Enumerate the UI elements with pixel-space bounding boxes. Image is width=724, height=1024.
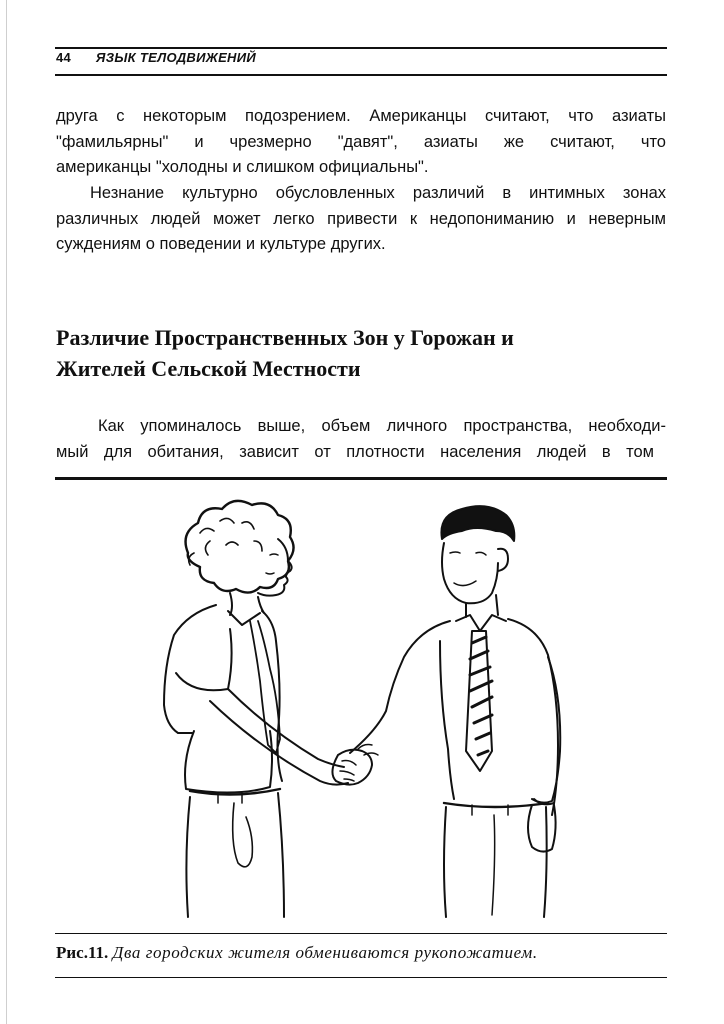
caption-top-rule (55, 933, 667, 934)
text-line: суждениям о поведении и культуре других. (56, 235, 386, 253)
left-man-figure (164, 501, 348, 917)
page-number: 44 (56, 50, 72, 65)
text-line: "фамильярны" и чрезмерно "давят", азиаты же считают, что (56, 132, 666, 151)
handshake-hands (332, 745, 378, 785)
caption-bottom-rule (55, 977, 667, 978)
section-heading-line: Жителей Сельской Местности (56, 356, 361, 381)
paragraph-continuation (56, 104, 666, 181)
right-man-figure (350, 506, 560, 917)
paragraph-personal-space (56, 414, 666, 465)
figure-caption-text: Два городских жителя обмениваются рукопожатием. (112, 943, 538, 962)
scan-page-edge (6, 0, 7, 1024)
figure-caption-label: Рис.11. (56, 943, 109, 962)
text-line: различных людей может легко привести к недопониманию и неверным (56, 209, 666, 228)
running-title: ЯЗЫК ТЕЛОДВИЖЕНИЙ (95, 50, 257, 65)
figure-top-rule (55, 477, 667, 480)
running-header (56, 50, 666, 65)
header-bottom-rule (55, 74, 667, 76)
section-heading-line: Различие Пространственных Зон у Горожан и (56, 325, 514, 350)
text-line: друга с некоторым подозрением. Американцы считают, что азиаты (56, 107, 666, 125)
text-line: Незнание культурно обусловленных различий в интимных зонах (90, 184, 666, 202)
section-heading (56, 322, 666, 384)
text-line: Как упоминалось выше, объем личного пространства, необходи- (98, 417, 666, 435)
text-line: американцы "холодны и слишком официальны". (56, 158, 429, 176)
handshake-illustration (150, 493, 570, 923)
figure-caption (56, 943, 666, 963)
text-line: мый для обитания, зависит от плотности населения людей в том (56, 442, 654, 461)
header-top-rule (55, 47, 667, 49)
paragraph-cultural-differences (56, 181, 666, 258)
